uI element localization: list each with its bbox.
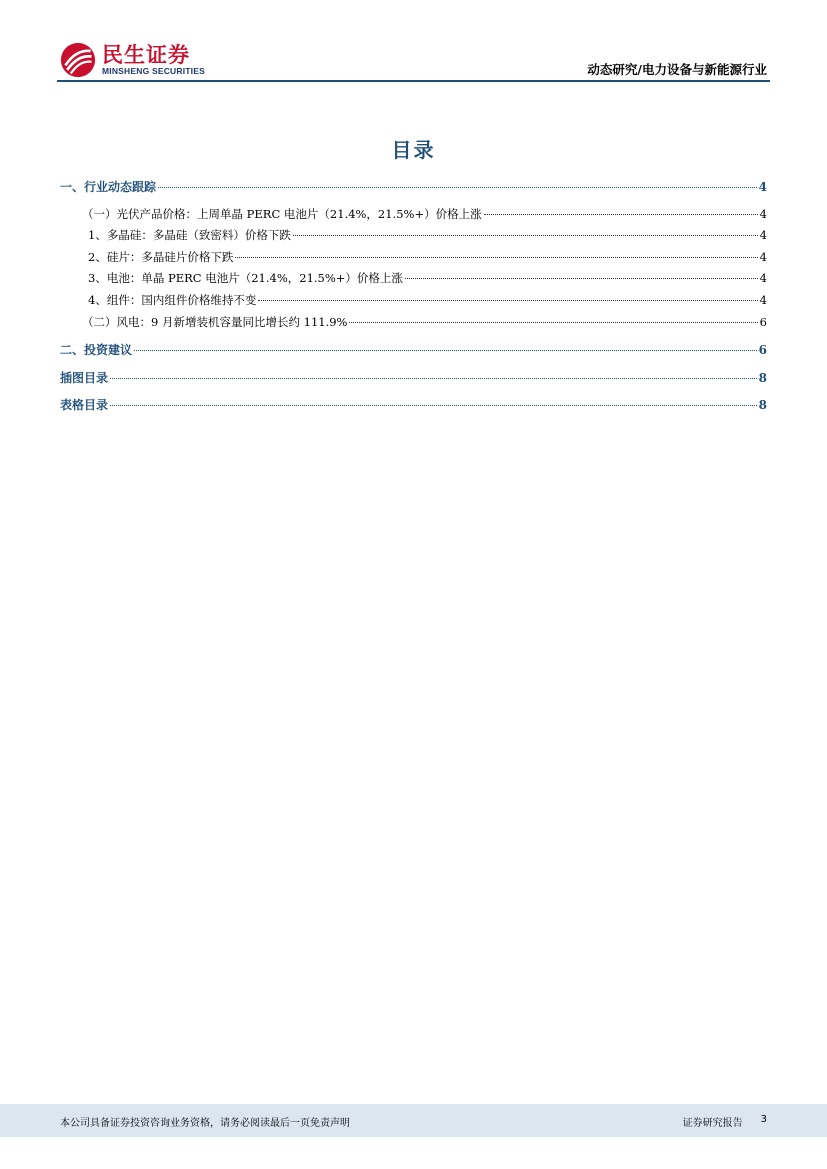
toc-entry-wafer[interactable] — [60, 249, 767, 271]
toc-entry-figure-list[interactable] — [60, 369, 767, 391]
toc-page-number: 4 — [759, 206, 767, 221]
toc-leader-dots — [258, 300, 757, 301]
toc-entry-text: 4、组件：国内组件价格维持不变 — [88, 292, 257, 307]
toc-leader-dots — [293, 235, 758, 236]
footer-report-type: 证券研究报告 — [682, 1118, 743, 1129]
toc-entry-investment-advice[interactable] — [60, 341, 767, 363]
toc-page-number: 4 — [759, 228, 767, 243]
toc-leader-dots — [405, 278, 758, 279]
minsheng-logo-icon — [60, 42, 96, 78]
toc-entry-text: 2、硅片：多晶硅片价格下跌 — [88, 249, 234, 264]
toc-leader-dots — [158, 187, 757, 188]
logo-chinese-name: 民生证券 — [102, 42, 190, 67]
toc-leader-dots — [484, 214, 758, 215]
toc-page-number: 8 — [758, 370, 767, 385]
toc-title: 目录 — [391, 138, 436, 162]
table-of-contents — [60, 178, 767, 418]
company-logo — [60, 40, 205, 80]
logo-english-name: MINSHENG SECURITIES — [102, 65, 205, 76]
toc-entry-text: 表格目录 — [60, 398, 109, 413]
report-category: 动态研究/电力设备与新能源行业 — [587, 62, 767, 77]
toc-page-number: 4 — [758, 180, 767, 194]
header-divider — [57, 80, 770, 82]
toc-page-number: 6 — [758, 343, 767, 358]
toc-page-number: 8 — [758, 398, 767, 413]
toc-entry-text: 一、行业动态跟踪 — [60, 180, 157, 194]
toc-entry-text: 二、投资建议 — [60, 343, 133, 358]
toc-entry-text: 1、多晶硅：多晶硅（致密料）价格下跌 — [88, 228, 291, 243]
toc-entry-text: （二）风电：9 月新增装机容量同比增长约 111.9% — [82, 314, 348, 329]
footer-page-number: 3 — [760, 1114, 767, 1125]
footer-info — [683, 1114, 767, 1129]
toc-entry-industry-tracking[interactable] — [60, 178, 767, 200]
toc-entry-wind-power[interactable] — [60, 314, 767, 336]
toc-page-number: 4 — [759, 249, 767, 264]
toc-entry-text: 3、电池：单晶 PERC 电池片（21.4%，21.5%+）价格上涨 — [88, 271, 403, 286]
toc-leader-dots — [110, 378, 757, 379]
toc-entry-pv-prices[interactable] — [60, 206, 767, 228]
toc-entry-text: （一）光伏产品价格：上周单晶 PERC 电池片（21.4%，21.5%+）价格上涨 — [82, 206, 482, 221]
toc-leader-dots — [235, 257, 757, 258]
toc-entry-text: 插图目录 — [60, 370, 109, 385]
toc-leader-dots — [110, 405, 757, 406]
toc-page-number: 4 — [759, 271, 767, 286]
toc-entry-cell[interactable] — [60, 270, 767, 292]
toc-leader-dots — [349, 322, 757, 323]
toc-page-number: 6 — [759, 314, 767, 329]
toc-entry-module[interactable] — [60, 292, 767, 314]
toc-entry-table-list[interactable] — [60, 396, 767, 418]
toc-entry-polysilicon[interactable] — [60, 227, 767, 249]
toc-page-number: 4 — [759, 292, 767, 307]
toc-leader-dots — [134, 350, 757, 351]
footer-disclaimer: 本公司具备证券投资咨询业务资格，请务必阅读最后一页免责声明 — [60, 1118, 350, 1129]
